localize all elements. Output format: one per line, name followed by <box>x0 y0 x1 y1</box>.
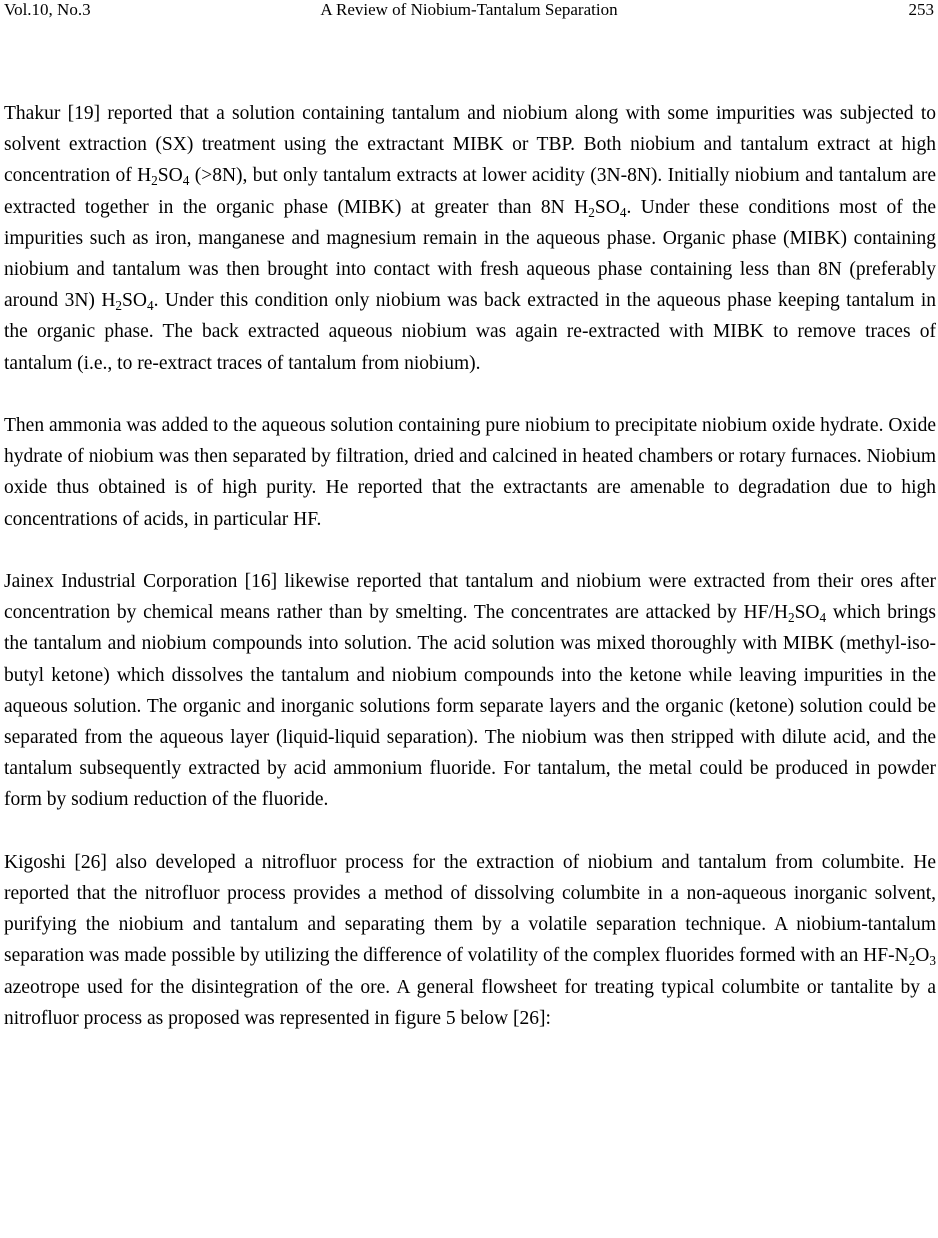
page-number: 253 <box>908 0 934 19</box>
subscript: 2 <box>588 204 595 220</box>
subscript: 2 <box>151 173 158 189</box>
text-run: Then ammonia was added to the aqueous solution containing pure niobium to precipitate niobium oxide hydrate. Oxide hydrate of niobium was then separated by filtration, dried and calcined in heated chambers or rotary furnaces. Niobium oxide thus obtained is of high purity. He reported that the extractants are amenable to degradation due to high concentrations of acids, in particular HF. <box>4 415 936 530</box>
running-header <box>4 0 934 24</box>
text-run: . Under these conditions most of the impurities such as iron, manganese and magnesium remain in the aqueous phase. Organic phase (MIBK) containing niobium and tantalum was then brought into contact with fresh aqueous phase containing less than 8N (preferably around 3N) H <box>4 196 936 312</box>
subscript: 4 <box>182 173 190 189</box>
text-run: Jainex Industrial Corporation [16] likewise reported that tantalum and niobium were extracted from their ores after concentration by chemical means rather than by smelting. The concentrates are attacked by HF/H <box>4 571 936 624</box>
subscript: 3 <box>929 953 936 969</box>
text-run: . Under this condition only niobium was back extracted in the aqueous phase keeping tantalum in the organic phase. The back extracted aqueous niobium was again re-extracted with MIBK to remove traces of tantalum (i.e., to re-extract traces of tantalum from niobium). <box>4 290 937 374</box>
subscript: 2 <box>787 610 795 626</box>
text-run: Thakur [19] reported that a solution containing tantalum and niobium along with some impurities was subjected to solvent extraction (SX) treatment using the extractant MIBK or TBP. Both niobium and tantalum extract at high concentration of H <box>4 103 936 187</box>
paragraph-kigoshi-nitrofluor <box>4 847 936 1034</box>
subscript: 4 <box>619 204 627 220</box>
running-title: A Review of Niobium-Tantalum Separation <box>320 0 618 19</box>
text-run: SO <box>157 165 183 187</box>
paragraph-thakur-sx <box>4 98 936 379</box>
article-body <box>4 98 936 1034</box>
subscript: 2 <box>115 298 123 314</box>
subscript: 4 <box>819 610 827 626</box>
subscript: 4 <box>146 298 154 314</box>
text-run: SO <box>594 196 620 218</box>
text-run: (>8N), but only tantalum extracts at lower acidity (3N-8N). Initially niobium and tantalum are extracted together in the organic phase (MIBK) at greater than 8N H <box>4 165 936 218</box>
paragraph-jainex <box>4 566 936 816</box>
text-run: Kigoshi [26] also developed a nitrofluor process for the extraction of niobium and tantalum from columbite. He reported that the nitrofluor process provides a method of dissolving columbite in a non-aqueous inorganic solvent, purifying the niobium and tantalum and separating them by a volatile separation technique. A niobium-tantalum separation was made possible by utilizing the difference of volatility of the complex fluorides formed with an HF-N <box>4 851 936 967</box>
text-run: which brings the tantalum and niobium compounds into solution. The acid solution was mixed thoroughly with MIBK (methyl-iso-butyl ketone) which dissolves the tantalum and niobium compounds into the ketone while leaving impurities in the aqueous solution. The organic and inorganic solutions form separate layers and the organic (ketone) solution could be separated from the aqueous layer (liquid-liquid separation). The niobium was then stripped with dilute acid, and the tantalum subsequently extracted by acid ammonium fluoride. For tantalum, the metal could be produced in powder form by sodium reduction of the fluoride. <box>4 602 937 811</box>
paragraph-ammonia-precipitation <box>4 410 936 535</box>
journal-volume: Vol.10, No.3 <box>4 0 91 19</box>
text-run: SO <box>122 290 147 312</box>
text-run: azeotrope used for the disintegration of the ore. A general flowsheet for treating typical columbite or tantalite by a nitrofluor process as proposed was represented in figure 5 below [26]: <box>4 976 936 1029</box>
text-run: SO <box>794 602 820 624</box>
subscript: 2 <box>908 953 916 969</box>
text-run: O <box>915 945 930 967</box>
